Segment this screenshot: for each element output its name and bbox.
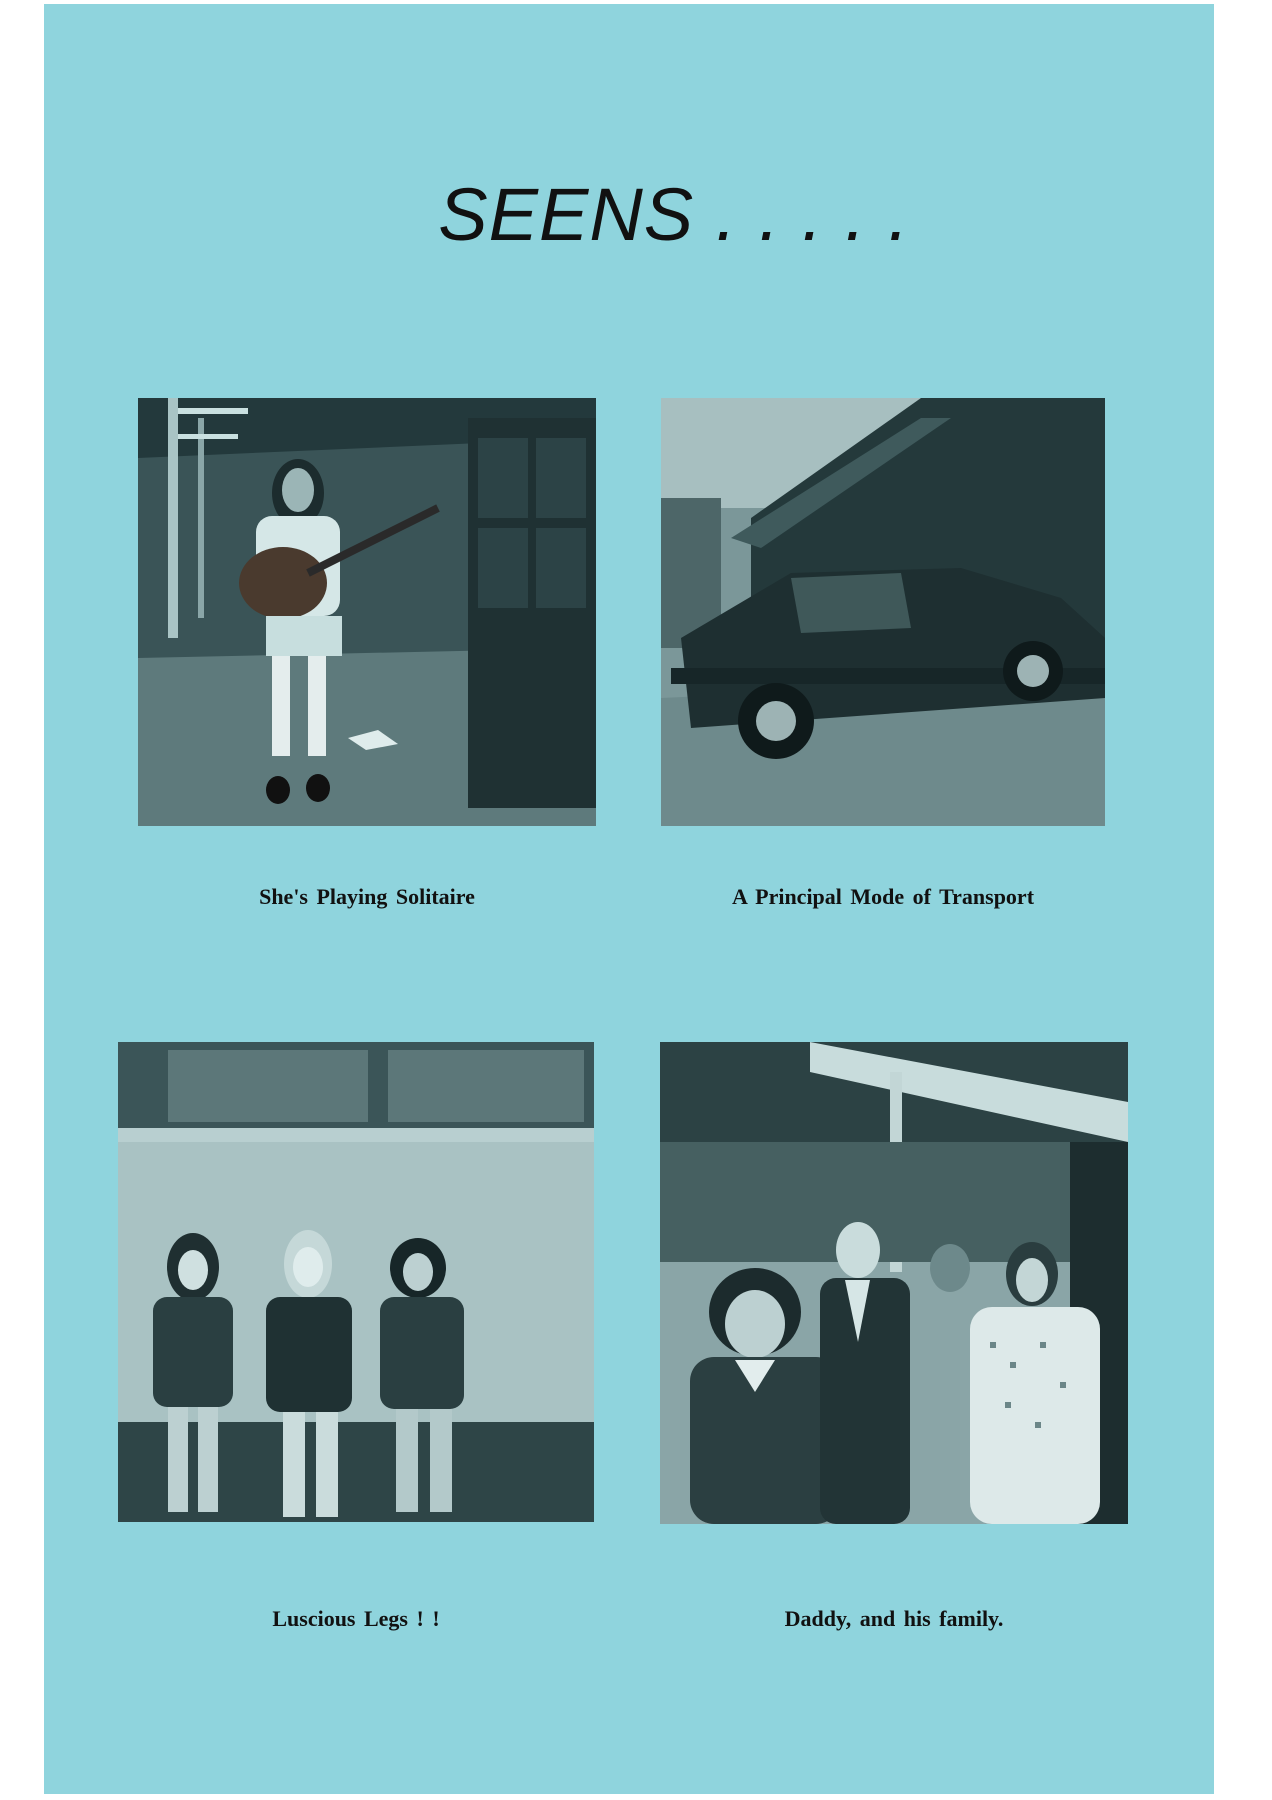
photo-three-girls	[118, 1042, 594, 1522]
photo-man-with-students	[660, 1042, 1128, 1524]
photo-caption-car: A Principal Mode of Transport	[731, 884, 1035, 909]
page-title: SEENS . . . . .	[438, 173, 910, 256]
photo-caption-man-with-students: Daddy, and his family.	[784, 1606, 1004, 1631]
photo-caption-three-girls: Luscious Legs ! !	[272, 1606, 440, 1631]
photo-guitar-girl	[138, 398, 596, 826]
photo-caption-guitar-girl: She's Playing Solitaire	[259, 884, 475, 909]
photo-car	[661, 398, 1105, 826]
yearbook-page	[44, 4, 1214, 1794]
